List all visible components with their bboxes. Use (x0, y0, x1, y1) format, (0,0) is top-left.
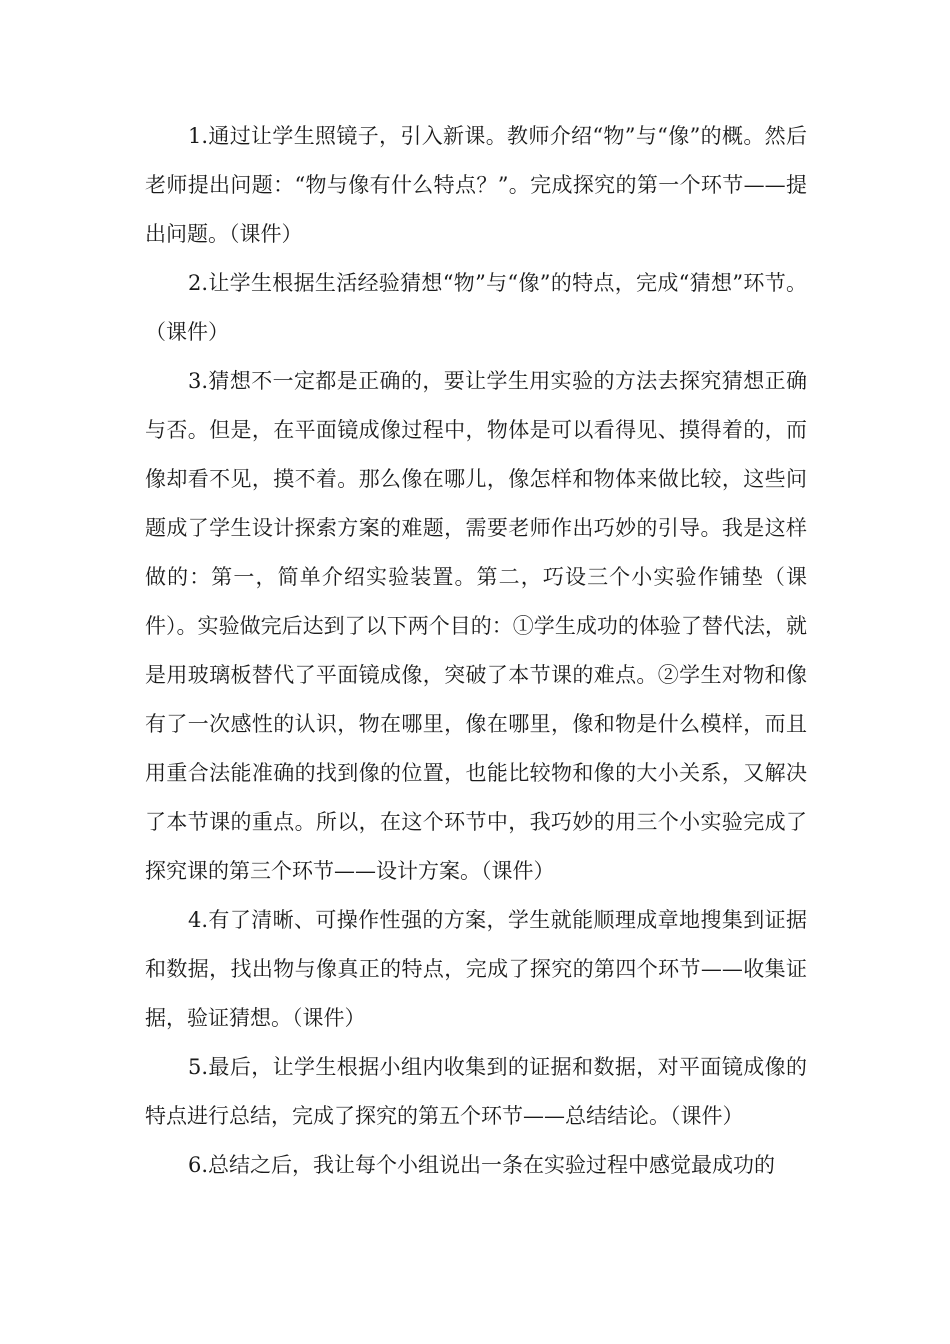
paragraph-2: 2.让学生根据生活经验猜想“物”与“像”的特点，完成“猜想”环节。（课件） (145, 271, 807, 344)
paragraph-5: 5.最后，让学生根据小组内收集到的证据和数据，对平面镜成像的特点进行总结，完成了探究的第五个环节——总结结论。（课件） (145, 1055, 807, 1128)
document-body (145, 112, 807, 1190)
paragraph-3: 3.猜想不一定都是正确的，要让学生用实验的方法去探究猜想正确与否。但是，在平面镜成像过程中，物体是可以看得见、摸得着的，而像却看不见，摸不着。那么像在哪儿，像怎样和物体来做比较，这些问题成了学生设计探索方案的难题，需要老师作出巧妙的引导。我是这样做的：第一，简单介绍实验装置。第二，巧设三个小实验作铺垫（课件）。实验做完后达到了以下两个目的：①学生成功的体验了替代法，就是用玻璃板替代了平面镜成像，突破了本节课的难点。②学生对物和像有了一次感性的认识，物在哪里，像在哪里，像和物是什么模样，而且用重合法能准确的找到像的位置，也能比较物和像的大小关系，又解决了本节课的重点。所以，在这个环节中，我巧妙的用三个小实验完成了探究课的第三个环节——设计方案。（课件） (145, 369, 807, 883)
paragraph-1: 1.通过让学生照镜子，引入新课。教师介绍“物”与“像”的概。然后老师提出问题：“物与像有什么特点？”。完成探究的第一个环节——提出问题。（课件） (145, 124, 807, 246)
paragraph-4: 4.有了清晰、可操作性强的方案，学生就能顺理成章地搜集到证据和数据，找出物与像真正的特点，完成了探究的第四个环节——收集证据，验证猜想。（课件） (145, 908, 807, 1030)
paragraph-6: 6.总结之后，我让每个小组说出一条在实验过程中感觉最成功的 (188, 1153, 776, 1177)
